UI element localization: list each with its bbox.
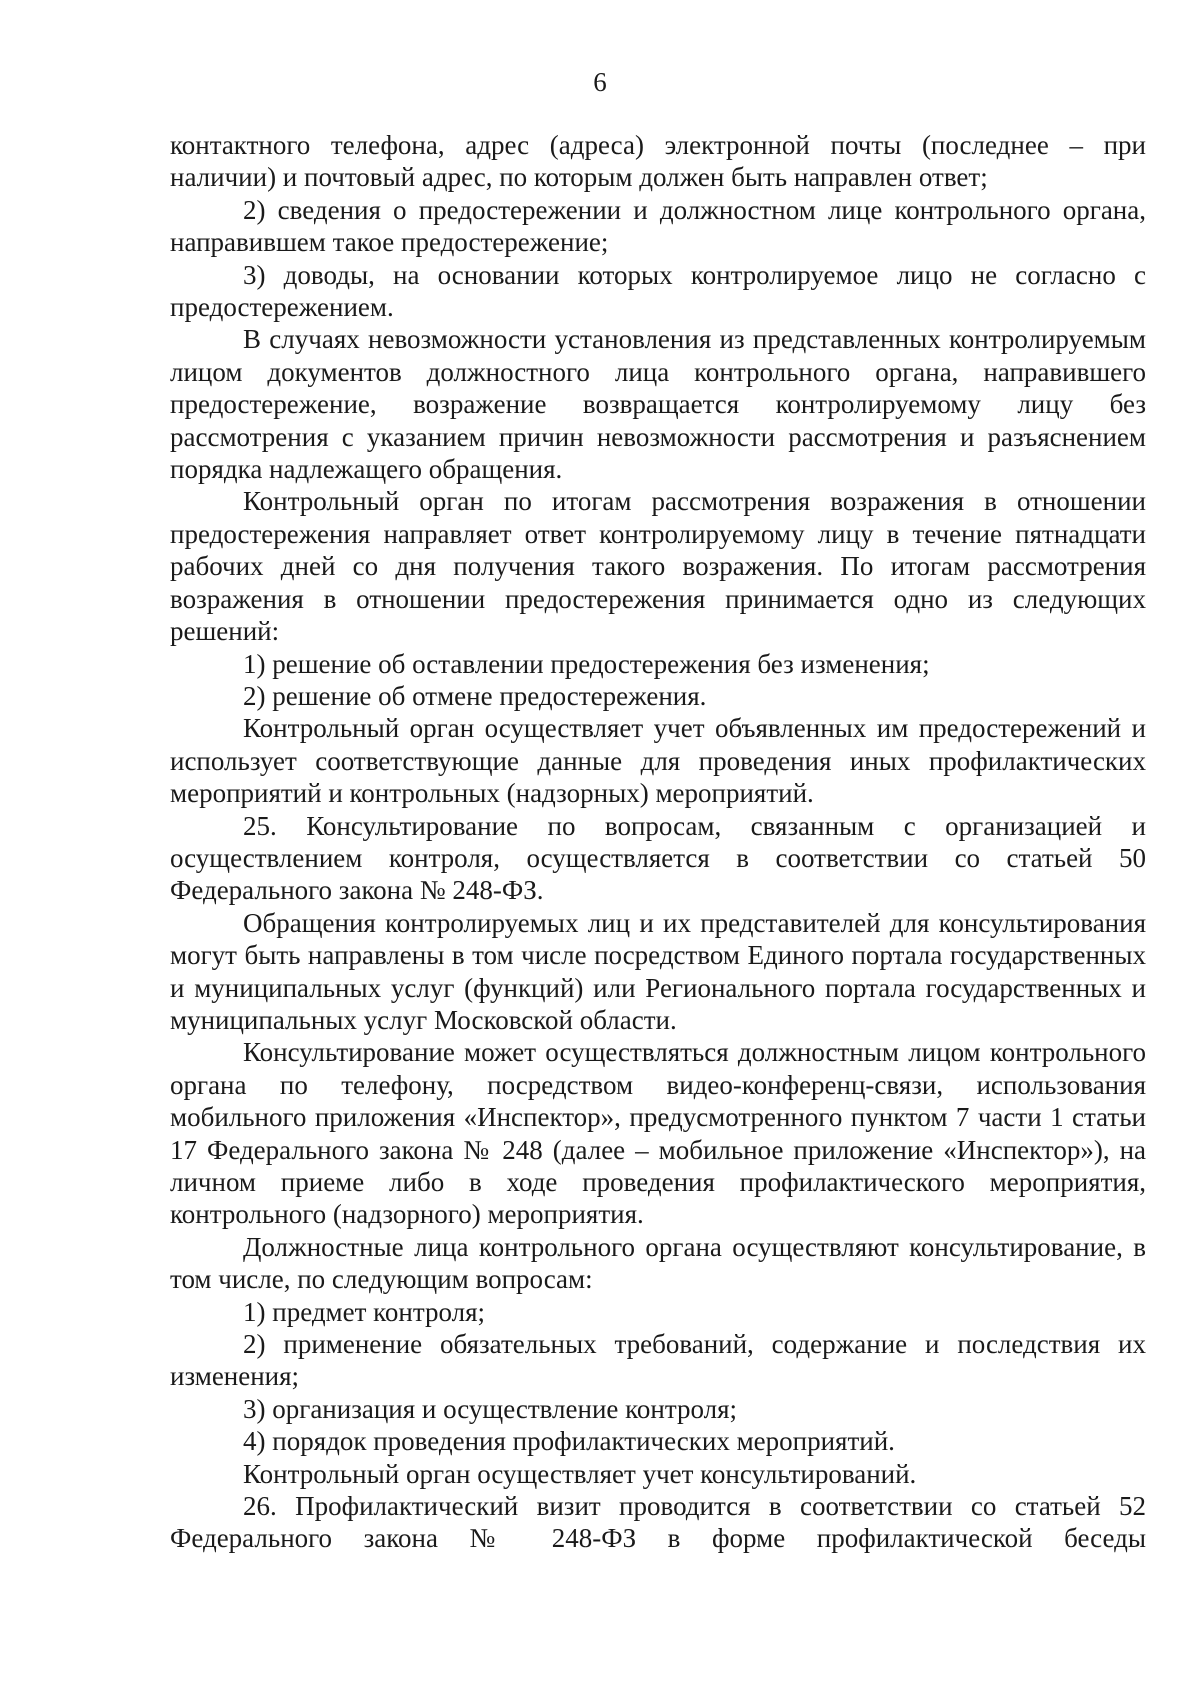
paragraph: Должностные лица контрольного органа осуществляют консультирование, в том числе, по следующим вопросам: bbox=[170, 1231, 1146, 1295]
paragraph: Обращения контролируемых лиц и их представителей для консультирования могут быть направлены в том числе посредством Единого портала государственных и муниципальных услуг (функций) или Регионального портала государственных и муниципальных услуг Московской области. bbox=[170, 907, 1146, 1035]
paragraph: 4) порядок проведения профилактических мероприятий. bbox=[243, 1426, 895, 1457]
paragraph: Консультирование может осуществляться должностным лицом контрольного органа по телефону, посредством видео-конференц-связи, использования мобильного приложения «Инспектор», предусмотренного пунктом 7 части 1 статьи 17 Федерального закона № 248 (далее – мобильное приложение «Инспектор»), на личном приеме либо в ходе проведения профилактического мероприятия, контрольного (надзорного) мероприятия. bbox=[170, 1037, 1146, 1230]
paragraph: 2) решение об отмене предостережения. bbox=[243, 680, 707, 711]
paragraph: 26. Профилактический визит проводится в соответствии со статьей 52 Федерального закона № 248-ФЗ в форме профилактической беседы bbox=[170, 1491, 1146, 1554]
document-body bbox=[170, 129, 1146, 1555]
paragraph: 25. Консультирование по вопросам, связанным с организацией и осуществлением контроля, осуществляется в соответствии со статьей 50 Федерального закона № 248-ФЗ. bbox=[170, 810, 1146, 906]
page-number: 6 bbox=[593, 67, 607, 97]
paragraph: Контрольный орган осуществляет учет консультирований. bbox=[243, 1458, 917, 1489]
paragraph: 1) решение об оставлении предостережения без изменения; bbox=[243, 648, 930, 679]
paragraph: 1) предмет контроля; bbox=[243, 1296, 486, 1327]
paragraph: 2) сведения о предостережении и должностном лице контрольного органа, направившем такое предостережение; bbox=[170, 194, 1146, 258]
paragraph: Контрольный орган по итогам рассмотрения возражения в отношении предостережения направляет ответ контролируемому лицу в течение пятнадцати рабочих дней со дня получения такого возражения. По итогам рассмотрения возражения в отношении предостережения принимается одно из следующих решений: bbox=[170, 486, 1146, 647]
paragraph: контактного телефона, адрес (адреса) электронной почты (последнее – при наличии) и почтовый адрес, по которым должен быть направлен ответ; bbox=[170, 130, 1146, 193]
paragraph: 2) применение обязательных требований, содержание и последствия их изменения; bbox=[170, 1329, 1146, 1392]
paragraph: В случаях невозможности установления из представленных контролируемым лицом документов должностного лица контрольного органа, направившего предостережение, возражение возвращается контролируемому лицу без рассмотрения с указанием причин невозможности рассмотрения и разъяснением порядка надлежащего обращения. bbox=[170, 324, 1146, 485]
paragraph: 3) доводы, на основании которых контролируемое лицо не согласно с предостережением. bbox=[170, 259, 1146, 323]
paragraph: 3) организация и осуществление контроля; bbox=[243, 1393, 737, 1424]
paragraph: Контрольный орган осуществляет учет объявленных им предостережений и использует соответствующие данные для проведения иных профилактических мероприятий и контрольных (надзорных) мероприятий. bbox=[170, 713, 1146, 809]
